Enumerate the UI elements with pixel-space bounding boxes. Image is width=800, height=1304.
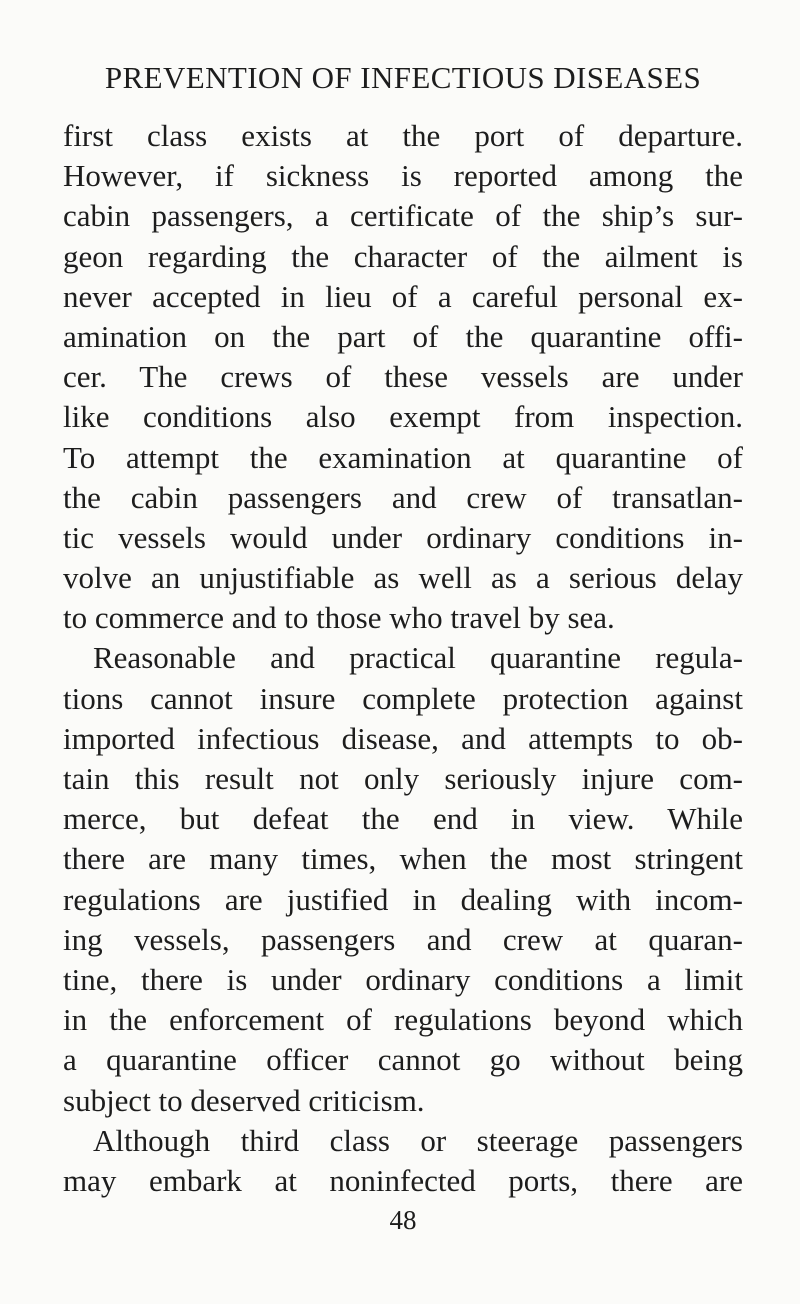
text-line: tain this result not only seriously injure com-: [63, 761, 743, 796]
text-line: volve an unjustifiable as well as a serious delay: [63, 560, 743, 596]
text-line: To attempt the examination at quarantine of: [63, 439, 743, 475]
text-line: regulations are justified in dealing with incom-: [63, 881, 743, 917]
book-page: [63, 58, 743, 1237]
text-line: tions cannot insure complete protection against: [63, 680, 743, 716]
text-line: imported infectious disease, and attempts to ob-: [63, 720, 743, 756]
text-line: geon regarding the character of the ailment is: [63, 238, 743, 274]
text-line: never accepted in lieu of a careful personal ex-: [63, 278, 743, 314]
text-line: amination on the part of the quarantine offi-: [63, 318, 743, 354]
text-line: cer. The crews of these vessels are under: [63, 359, 743, 395]
text-line: to commerce and to those who travel by sea.: [63, 600, 615, 636]
text-line: tine, there is under ordinary conditions a limit: [63, 961, 743, 997]
text-line: ing vessels, passengers and crew at quaran-: [63, 921, 743, 957]
text-line: cabin passengers, a certificate of the ship’s sur-: [63, 198, 743, 234]
text-line: may embark at noninfected ports, there are: [63, 1162, 743, 1198]
text-line: a quarantine officer cannot go without being: [63, 1042, 743, 1078]
text-line: Reasonable and practical quarantine regula-: [93, 640, 743, 676]
text-line: However, if sickness is reported among the: [63, 158, 743, 194]
running-head: PREVENTION OF INFECTIOUS DISEASES: [104, 60, 702, 95]
body-text: [63, 116, 743, 1201]
text-line: subject to deserved criticism.: [63, 1082, 425, 1118]
text-line: the cabin passengers and crew of transatlan-: [63, 479, 743, 515]
text-line: first class exists at the port of departure.: [63, 118, 743, 153]
text-line: tic vessels would under ordinary conditions in-: [63, 519, 743, 555]
text-line: merce, but defeat the end in view. While: [63, 801, 743, 837]
page-number: 48: [389, 1205, 417, 1236]
text-line: there are many times, when the most stringent: [63, 841, 743, 877]
text-line: Although third class or steerage passengers: [93, 1122, 743, 1158]
text-line: in the enforcement of regulations beyond which: [63, 1002, 743, 1038]
text-line: like conditions also exempt from inspection.: [63, 399, 743, 435]
